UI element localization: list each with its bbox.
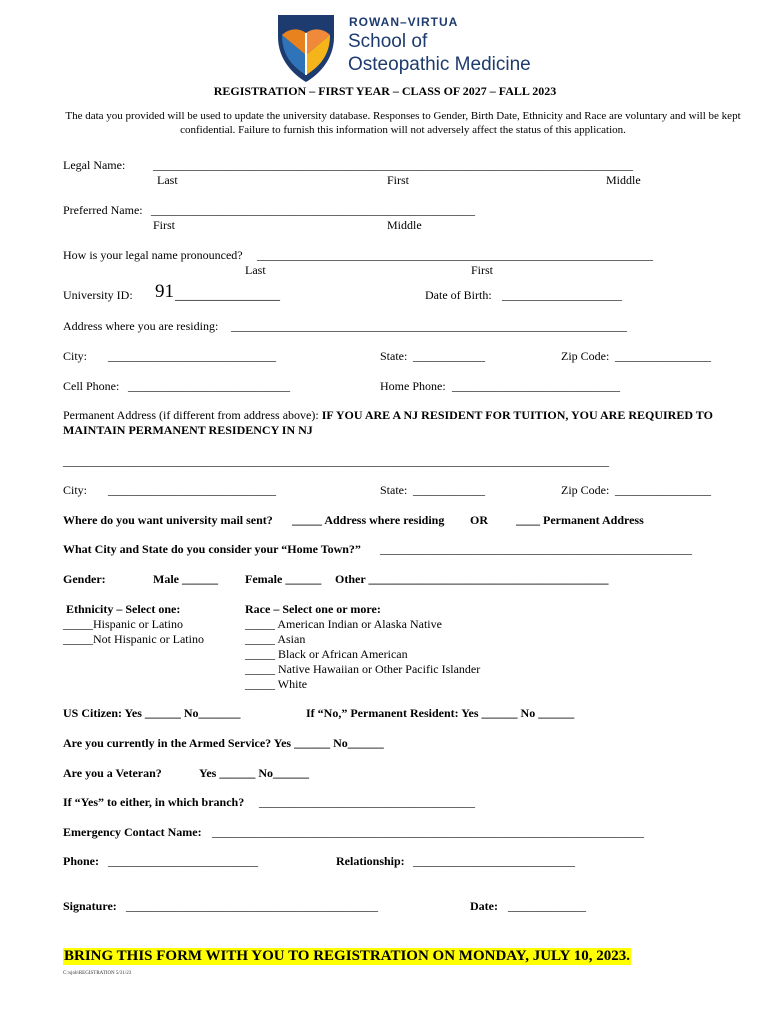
cell-phone-label: Cell Phone: — [63, 379, 120, 393]
branch-field[interactable]: ____________________________________ — [259, 795, 475, 809]
ethnicity-option-not-hispanic[interactable]: _____Not Hispanic or Latino — [63, 632, 204, 646]
gender-male-option[interactable]: Male ______ — [153, 572, 218, 586]
permanent-resident-question[interactable]: If “No,” Permanent Resident: Yes ______ No ______ — [306, 706, 575, 720]
preferred-name-field[interactable]: ______________________________________________________ — [151, 203, 475, 217]
address-field[interactable]: __________________________________________________________________ — [231, 319, 627, 333]
date-label: Date: — [470, 899, 498, 913]
legal-name-first-caption: First — [387, 173, 410, 187]
signature-field[interactable]: __________________________________________ — [126, 899, 378, 913]
home-phone-label: Home Phone: — [380, 379, 446, 393]
race-option-black[interactable]: _____ Black or African American — [245, 647, 408, 661]
gender-other-option[interactable]: Other ________________________________________ — [335, 572, 609, 586]
address-label: Address where you are residing: — [63, 319, 219, 333]
pronounce-first-caption: First — [471, 263, 494, 277]
permanent-city-field[interactable]: ____________________________ — [108, 483, 276, 497]
us-citizen-question[interactable]: US Citizen: Yes ______ No_______ — [63, 706, 241, 720]
dob-field[interactable]: ____________________ — [502, 288, 622, 302]
ethnicity-option-hispanic[interactable]: _____Hispanic or Latino — [63, 617, 183, 631]
dob-label: Date of Birth: — [425, 288, 492, 302]
emergency-contact-label: Emergency Contact Name: — [63, 825, 202, 839]
mail-option-permanent[interactable]: ____ Permanent Address — [516, 513, 644, 527]
form-title: REGISTRATION – FIRST YEAR – CLASS OF 2027 – FALL 2023 — [213, 84, 557, 98]
signature-label: Signature: — [63, 899, 117, 913]
pronounce-field[interactable]: __________________________________________________________________ — [257, 248, 653, 262]
legal-name-label: Legal Name: — [63, 158, 126, 172]
gender-label: Gender: — [63, 572, 106, 586]
veteran-question: Are you a Veteran? — [63, 766, 162, 780]
city-label: City: — [63, 349, 88, 363]
pronounce-label: How is your legal name pronounced? — [63, 248, 243, 262]
race-option-asian[interactable]: _____ Asian — [245, 632, 306, 646]
mail-or: OR — [470, 513, 488, 527]
state-label: State: — [380, 349, 408, 363]
race-option-white[interactable]: _____ White — [245, 677, 308, 691]
race-option-pacific-islander[interactable]: _____ Native Hawaiian or Other Pacific Islander — [245, 662, 481, 676]
phone-field[interactable]: _________________________ — [108, 854, 258, 868]
logo-line-3: Osteopathic Medicine — [348, 54, 531, 75]
permanent-address-label — [63, 408, 743, 438]
university-id-label: University ID: — [63, 288, 133, 302]
date-field[interactable]: _____________ — [508, 899, 586, 913]
state-field[interactable]: ____________ — [413, 349, 485, 363]
legal-name-middle-caption: Middle — [606, 173, 641, 187]
ethnicity-header: Ethnicity – Select one: — [66, 602, 181, 616]
preferred-name-label: Preferred Name: — [63, 203, 143, 217]
logo-line-1: ROWAN–VIRTUA — [349, 15, 459, 29]
preferred-name-first-caption: First — [153, 218, 176, 232]
phone-label: Phone: — [63, 854, 99, 868]
footer-path: C:\sjob\REGISTRATION 5/31/23 — [63, 971, 132, 976]
city-field[interactable]: ____________________________ — [108, 349, 276, 363]
branch-label: If “Yes” to either, in which branch? — [63, 795, 245, 809]
permanent-address-field[interactable]: ___________________________________________________________________________________________ — [63, 454, 609, 468]
school-shield-logo — [278, 15, 334, 83]
mail-question: Where do you want university mail sent? — [63, 513, 273, 527]
hometown-field[interactable]: ____________________________________________________ — [380, 542, 692, 556]
gender-female-option[interactable]: Female ______ — [245, 572, 322, 586]
mail-option-residing[interactable]: _____ Address where residing — [292, 513, 445, 527]
home-phone-field[interactable]: ____________________________ — [452, 379, 620, 393]
nj-residency-notice: IF YOU ARE A NJ RESIDENT FOR TUITION, YOU ARE REQUIRED TO MAINTAIN PERMANENT RESIDENCY IN NJ — [63, 408, 713, 437]
permanent-address-text: Permanent Address (if different from address above): — [63, 408, 319, 422]
permanent-city-label: City: — [63, 483, 88, 497]
veteran-options[interactable]: Yes ______ No______ — [199, 766, 309, 780]
university-id-field[interactable]: _______________ — [175, 288, 280, 303]
race-option-american-indian[interactable]: _____ American Indian or Alaska Native — [245, 617, 442, 631]
intro-text: The data you provided will be used to update the university database. Responses to Gender, Birth Date, Ethnicity and Race are voluntary and will be kept confidential. Failure to furnish this information will not adversely affect the status of this application. — [65, 110, 741, 136]
permanent-state-field[interactable]: ____________ — [413, 483, 485, 497]
race-header: Race – Select one or more: — [245, 602, 381, 616]
registration-reminder-banner: BRING THIS FORM WITH YOU TO REGISTRATION ON MONDAY, JULY 10, 2023. — [64, 948, 630, 964]
zip-label: Zip Code: — [561, 349, 610, 363]
relationship-field[interactable]: ___________________________ — [413, 854, 575, 868]
relationship-label: Relationship: — [336, 854, 405, 868]
hometown-label: What City and State do you consider your “Home Town?” — [63, 542, 361, 556]
zip-field[interactable]: ________________ — [615, 349, 711, 363]
permanent-zip-field[interactable]: ________________ — [615, 483, 711, 497]
preferred-name-middle-caption: Middle — [387, 218, 422, 232]
legal-name-last-caption: Last — [157, 173, 178, 187]
university-id-value: 91 — [155, 281, 174, 302]
legal-name-field[interactable]: ________________________________________________________________________________ — [153, 158, 633, 172]
permanent-state-label: State: — [380, 483, 408, 497]
cell-phone-field[interactable]: ___________________________ — [128, 379, 290, 393]
permanent-zip-label: Zip Code: — [561, 483, 610, 497]
logo-line-2: School of — [348, 31, 428, 52]
armed-service-question[interactable]: Are you currently in the Armed Service? Yes ______ No______ — [63, 736, 384, 750]
emergency-contact-field[interactable]: ________________________________________________________________________ — [212, 825, 644, 839]
pronounce-last-caption: Last — [245, 263, 266, 277]
